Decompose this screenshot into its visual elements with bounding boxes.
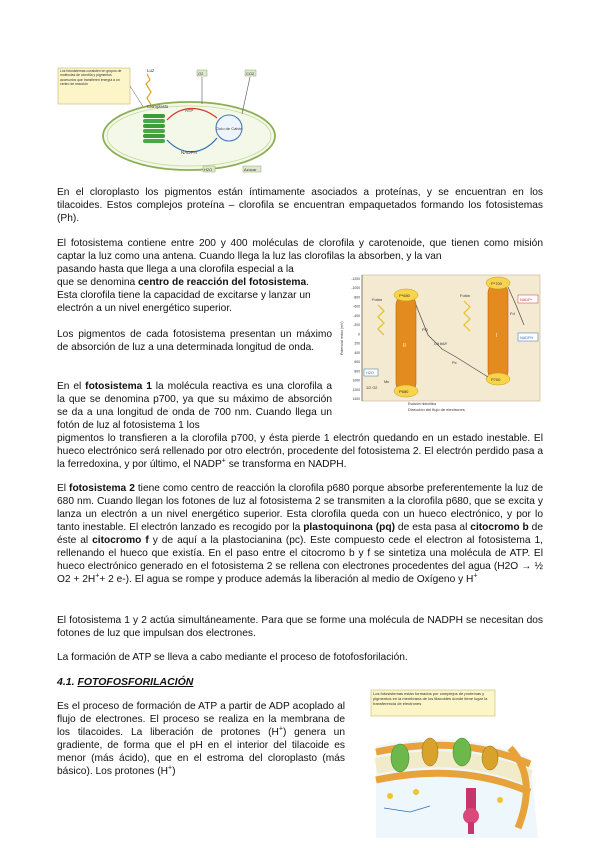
y-tick-label: -400 bbox=[353, 313, 360, 318]
y-tick-label: 1400 bbox=[352, 397, 360, 401]
atp-synthase bbox=[466, 788, 476, 810]
p680-star-label: P*680 bbox=[399, 293, 410, 298]
h2o-label: H2O bbox=[204, 167, 213, 172]
y-tick-label: 1000 bbox=[352, 378, 360, 383]
p680-label: P680 bbox=[399, 389, 409, 394]
pq-label: PQ bbox=[422, 327, 428, 332]
paragraph-thylakoid-complexes: En el cloroplasto los pigmentos están íntimamente asociados a proteínas, y se encuentran en los tilacoides. Estos complejos proteína – clorofila se encuentran empaquetados formando los fotosistemas (Ph). bbox=[57, 187, 543, 224]
paragraph-photosystem-1-b: pigmentos lo transfieren a la clorofila p700, y ésta pierde 1 electrón quedando en un estado inestable. El hueco electrónico será rellenado por otro electrón, procedente del fotosistema 2. El electrón perdido pasa a la ferredoxina, y por último, el NADP+ se transforma en NADPH. bbox=[57, 433, 543, 470]
nadp-label: NADP+ bbox=[520, 298, 533, 302]
photon-label-ii: Fotón bbox=[372, 297, 383, 302]
photon-label-i: Fotón bbox=[460, 293, 471, 298]
chloroplast-label: Cloroplasto bbox=[147, 104, 169, 109]
light-arrow bbox=[146, 74, 153, 108]
x-axis-title: Dirección del flujo de electrones bbox=[408, 407, 465, 412]
y-tick-label: 800 bbox=[354, 369, 360, 374]
paragraph-photophosphorylation: Es el proceso de formación de ATP a partir de ADP acoplado al flujo de electrones. El proceso se realiza en la membrana de los tilacoides. La liberación de protones (H+) genera un gradiente, de forma que el pH en el interior del tilacoide es menor (más ácido), que en el estroma del cloroplasto (más básico). Los protones (H+) bbox=[57, 701, 345, 777]
nadph-label: NADPH bbox=[181, 150, 197, 155]
paragraph-simultaneous: El fotosistema 1 y 2 actúa simultáneamente. Para que se forme una molécula de NADPH se necesitan dos fotones de luz que impulsan dos electrones. bbox=[57, 615, 543, 639]
water-label: H2O bbox=[366, 371, 374, 375]
p700-label: P700 bbox=[491, 377, 501, 382]
y-tick-label: -200 bbox=[353, 323, 360, 328]
thylakoid-membrane-diagram bbox=[370, 688, 542, 838]
paragraph-reaction-center: pasando hasta que llega a una clorofila especial a la que se denomina centro de reacción del fotosistema. Esta clorofila tiene la capacidad de excitarse y lanzar un electrón a un nivel energético superior. bbox=[57, 264, 311, 314]
reaction-center-term: centro de reacción del fotosistema bbox=[138, 277, 307, 288]
o2-label: O2 bbox=[198, 71, 204, 76]
y-tick-label: -1200 bbox=[351, 277, 360, 281]
mn-label: Mn bbox=[384, 380, 390, 384]
protein-complex bbox=[422, 738, 438, 766]
diagram-note-text: Los fotosistemas consisten en grupos de moléculas de clorofila y pigmentos accesorios que transfieren energía a un centro de reacción bbox=[60, 69, 122, 86]
p700-star-label: P*700 bbox=[491, 281, 502, 286]
y-axis-title: Potencial redox (mV) bbox=[340, 321, 344, 355]
nadph-output-label: NADPH bbox=[520, 336, 534, 340]
co2-label: CO2 bbox=[246, 71, 255, 76]
paragraph-photosystem-1-a: En el fotosistema 1 la molécula reactiva es una clorofila a la que se denomina p700, ya que su máximo de absorción se da a una longitud de onda de 700 nm. Cuando llega un fotón de luz al fotosistema 1 los bbox=[57, 381, 332, 431]
y-tick-label: -600 bbox=[353, 304, 360, 309]
light-label: Luz bbox=[147, 68, 155, 73]
photosystem-1-term: fotosistema 1 bbox=[85, 381, 152, 392]
water-splitting-label: Escisión hidrolítica bbox=[408, 402, 437, 406]
pc-label: Pc bbox=[452, 360, 457, 365]
cyt-label: Cit b6/f bbox=[434, 341, 447, 346]
paragraph-absorption-maximum: Los pigmentos de cada fotosistema presentan un máximo de absorción de luz a una determinada longitud de onda. bbox=[57, 329, 332, 353]
cytochrome-f-term: citocromo f bbox=[92, 535, 149, 546]
plastoquinone-term: plastoquinona (pq) bbox=[303, 522, 395, 533]
ps-i-label: I bbox=[496, 333, 498, 339]
cytochrome-b-term: citocromo b bbox=[470, 522, 529, 533]
paragraph-photosystem-2: El fotosistema 2 tiene como centro de reacción la clorofila p680 porque absorbe preferentemente la luz de 680 nm. Cuando llegan los fotones de luz al fotosistema 2 se transmiten a la clorofila p680, que se excita y lanza un electrón a un nivel energético superior. Esta clorofila queda con un hueco electrónico, y por lo tanto inestable. El electrón lanzado es recogido por la plastoquinona (pq) de esta pasa al citocromo b de éste al citocromo f y de aquí a la plastocianina (pc). Este compuesto cede el electron al fotosistema 1, rellenando el hueco que existía. En el paso entre el citocromo b y f se sintetiza una molécula de ATP. El hueco electrónico generado en el fotosistema 2 se rellena con electrones procedentes del agua (H2O → ½ O2 + 2H++ 2 e-). El agua se rompe y produce además la liberación al medio de Oxígeno y H+ bbox=[57, 483, 544, 585]
y-tick-label: -800 bbox=[353, 295, 360, 300]
sugar-label: Azúcar bbox=[244, 167, 257, 172]
z-scheme-diagram bbox=[338, 265, 543, 415]
chloroplast-diagram bbox=[57, 64, 279, 176]
paragraph-photosystem-antenna: El fotosistema contiene entre 200 y 400 moléculas de clorofila y carotenoide, que tienen como misión captar la luz como una antena. Cuando llega la luz las clorofilas la absorben, y la van bbox=[57, 238, 543, 262]
photosystem-i-column bbox=[488, 283, 508, 381]
membrane-note-text: Los fotosistemas están formados por complejos de proteínas y pigmentos en la membrana de los tilacoides donde tiene lugar la transferencia de electrones bbox=[373, 691, 488, 706]
y-tick-label: -1000 bbox=[351, 286, 360, 291]
y-tick-label: 400 bbox=[354, 350, 360, 355]
calvin-cycle-label: Ciclo de Calvin bbox=[215, 126, 243, 131]
protein-complex bbox=[453, 738, 471, 766]
y-tick-label: 600 bbox=[354, 360, 360, 365]
ps-ii-label: II bbox=[403, 343, 406, 349]
atp-label: ATP bbox=[185, 108, 194, 113]
photosystem-ii-column bbox=[396, 295, 416, 393]
protein-complex bbox=[482, 746, 498, 770]
protein-complex bbox=[391, 744, 409, 772]
y-tick-label: 200 bbox=[354, 341, 360, 346]
oxygen-label: 1/2 O2 bbox=[366, 386, 378, 390]
y-tick-label: 0 bbox=[358, 332, 360, 337]
y-tick-label: 1200 bbox=[352, 387, 360, 392]
photosystem-2-term: fotosistema 2 bbox=[69, 483, 135, 494]
section-heading-photophosphorylation: 4.1. FOTOFOSFORILACIÓN bbox=[57, 676, 194, 688]
paragraph-atp-formation: La formación de ATP se lleva a cabo mediante el proceso de fotofosforilación. bbox=[57, 652, 408, 663]
fd-label: Fd bbox=[510, 311, 515, 316]
